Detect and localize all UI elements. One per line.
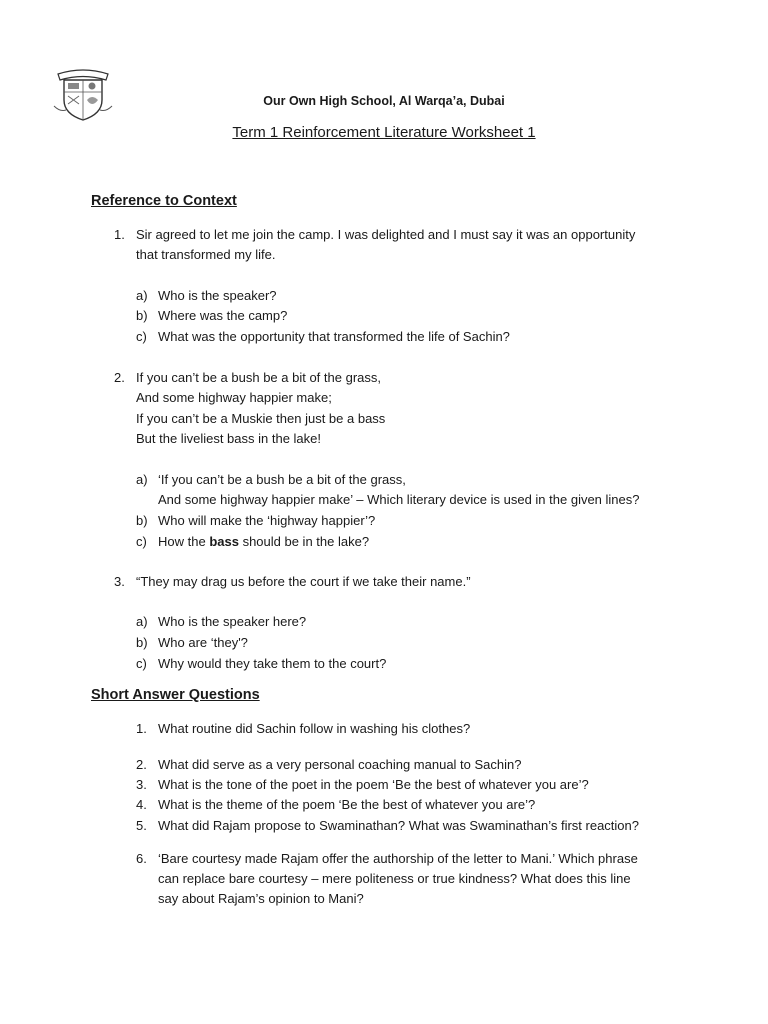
text-pre: How the — [158, 534, 210, 549]
sub-question-text — [158, 534, 369, 550]
question-text: “They may drag us before the court if we take their name.” — [136, 574, 471, 589]
question-number: 6. — [136, 851, 147, 866]
question-number: 2. — [114, 370, 125, 385]
sub-question-text: Who will make the ‘highway happier’? — [158, 513, 376, 528]
sub-question-text: Who is the speaker? — [158, 288, 277, 303]
school-name: Our Own High School, Al Warqa’a, Dubai — [263, 94, 505, 108]
sub-question-label: a) — [136, 472, 148, 487]
sub-question-text: Who are ‘they'? — [158, 635, 248, 650]
section-heading-reference-to-context: Reference to Context — [91, 193, 237, 209]
question-text: can replace bare courtesy – mere politeness or true kindness? What does this line — [158, 871, 631, 886]
sub-question-label: b) — [136, 513, 148, 528]
sub-question-label: a) — [136, 614, 148, 629]
poem-line: If you can’t be a bush be a bit of the grass, — [136, 370, 381, 385]
sub-question-label: c) — [136, 329, 147, 344]
sub-question-text: ‘If you can’t be a bush be a bit of the grass, — [158, 472, 406, 487]
question-text: What did Rajam propose to Swaminathan? What was Swaminathan’s first reaction? — [158, 818, 639, 833]
text-post: should be in the lake? — [238, 534, 370, 549]
question-number: 3. — [136, 777, 147, 792]
poem-line: But the liveliest bass in the lake! — [136, 431, 321, 446]
poem-line: If you can’t be a Muskie then just be a bass — [136, 411, 386, 426]
poem-line: And some highway happier make; — [136, 390, 332, 405]
question-number: 4. — [136, 797, 147, 812]
section-heading-short-answer-questions: Short Answer Questions — [91, 687, 260, 703]
question-text: What is the tone of the poet in the poem ‘Be the best of whatever you are’? — [158, 777, 589, 792]
sub-question-text: Where was the camp? — [158, 308, 288, 323]
question-text: Sir agreed to let me join the camp. I was delighted and I must say it was an opportunity — [136, 227, 636, 242]
question-number: 1. — [114, 227, 125, 242]
sub-question-text: Why would they take them to the court? — [158, 656, 387, 671]
sub-question-label: b) — [136, 635, 148, 650]
sub-question-label: b) — [136, 308, 148, 323]
sub-question-text: And some highway happier make’ – Which literary device is used in the given lines? — [158, 492, 640, 507]
sub-question-label: c) — [136, 534, 147, 549]
sub-question-text: What was the opportunity that transformed the life of Sachin? — [158, 329, 510, 344]
question-number: 5. — [136, 818, 147, 833]
question-text: that transformed my life. — [136, 247, 276, 262]
bold-word: bass — [209, 534, 239, 549]
sub-question-label: c) — [136, 656, 147, 671]
question-number: 3. — [114, 574, 125, 589]
question-text: say about Rajam’s opinion to Mani? — [158, 891, 364, 906]
question-text: ‘Bare courtesy made Rajam offer the authorship of the letter to Mani.’ Which phrase — [158, 851, 638, 866]
worksheet-title: Term 1 Reinforcement Literature Worksheet 1 — [232, 124, 536, 141]
question-number: 1. — [136, 721, 147, 736]
sub-question-text: Who is the speaker here? — [158, 614, 307, 629]
question-text: What is the theme of the poem ‘Be the best of whatever you are’? — [158, 797, 536, 812]
question-text: What did serve as a very personal coaching manual to Sachin? — [158, 757, 522, 772]
question-number: 2. — [136, 757, 147, 772]
question-text: What routine did Sachin follow in washing his clothes? — [158, 721, 471, 736]
sub-question-label: a) — [136, 288, 148, 303]
